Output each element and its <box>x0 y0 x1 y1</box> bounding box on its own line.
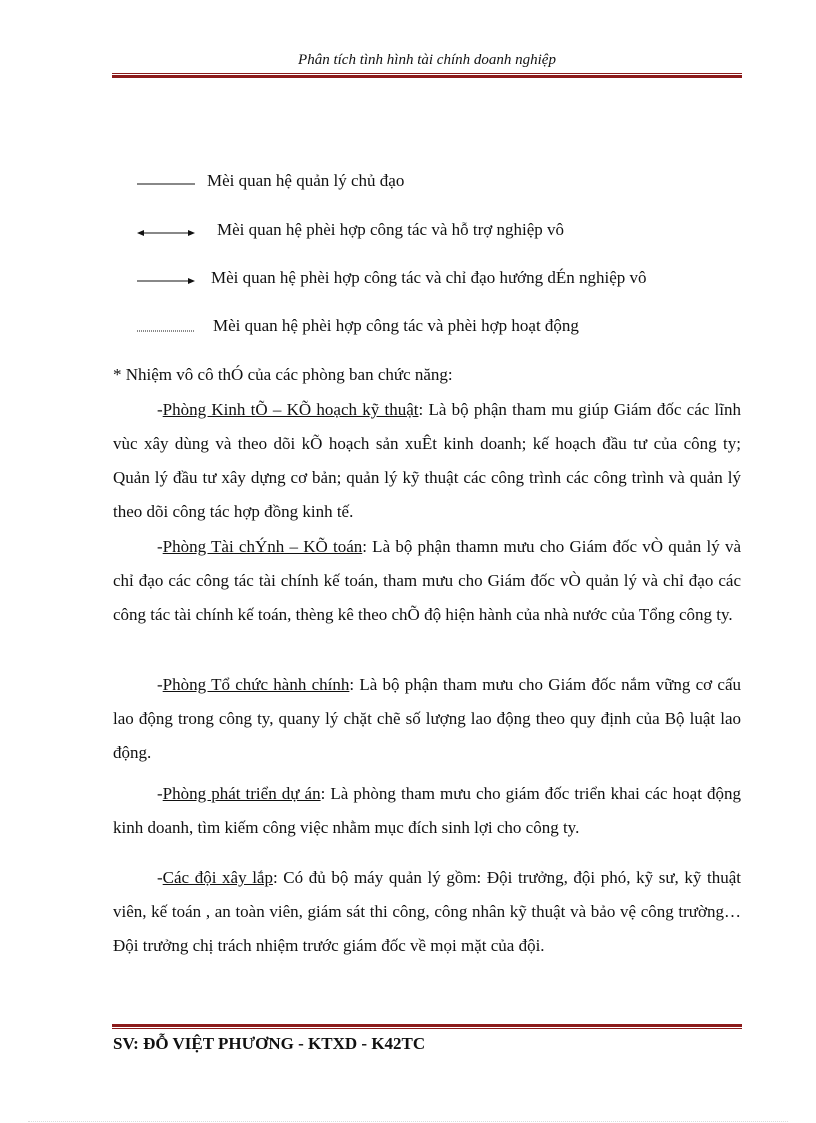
legend-item-cooperation <box>137 314 579 338</box>
paragraph-finance-accounting: -Phòng Tài chÝnh – KÕ toán: Là bộ phận thamn mưu cho Giám đốc vÒ quản lý và chỉ đạo các công tác tài chính kế toán, tham mưu cho Giám đốc vÒ quản lý và chỉ đạo các công tác tài chính kế toán, thèng kê theo chÕ độ hiện hành của nhà nước của Tổng công ty. <box>113 537 741 624</box>
paragraph-body: : Là phòng tham mưu cho giám đốc triển khai các hoạt động kinh doanh, tìm kiếm công việc nhằm mục đích sinh lợi cho công ty. <box>113 784 741 837</box>
paragraph-construction-teams: -Các đội xây lắp: Có đủ bộ máy quản lý gồm: Đội trưởng, đội phó, kỹ sư, kỹ thuật viên, kế toán , an toàn viên, giám sát thi công, công nhân kỹ thuật và bảo vệ công trường…Đội trưởng chị trách nhiệm trước giám đốc về mọi mặt của đội. <box>113 868 741 955</box>
paragraph-body: : Là bộ phận tham mu giúp Giám đốc các lĩnh vùc xây dùng và theo dõi kÕ hoạch sản xuÊt kinh doanh; kế hoạch đầu tư của công ty; Quản lý đầu tư xây dựng cơ bản; quản lý kỹ thuật các công trình các công trình và quản lý theo dõi công tác hợp đồng kinh tế. <box>113 400 741 521</box>
paragraph-title: Các đội xây lắp <box>162 868 273 887</box>
paragraph-title: Phòng Kinh tÕ – KÕ hoạch kỹ thuật <box>162 400 419 419</box>
paragraph-body: : Là bộ phận thamn mưu cho Giám đốc vÒ quản lý và chỉ đạo các công tác tài chính kế toán, tham mưu cho Giám đốc vÒ quản lý và chỉ đạo các công tác tài chính kế toán, thèng kê theo chÕ độ hiện hành của nhà nước của Tổng công ty. <box>113 537 741 624</box>
footer-rule <box>112 1023 742 1029</box>
header-title: Phân tích tình hình tài chính doanh nghiệp <box>298 52 556 68</box>
paragraph-title: Phòng Tổ chức hành chính <box>162 675 350 694</box>
legend-label: Mèi quan hệ phèi hợp công tác và phèi hợp hoạt động <box>213 316 579 335</box>
paragraph-body: : Có đủ bộ máy quản lý gồm: Đội trưởng, đội phó, kỹ sư, kỹ thuật viên, kế toán , an toàn viên, giám sát thi công, công nhân kỹ thuật và bảo vệ công trường…Đội trưởng chị trách nhiệm trước giám đốc về mọi mặt của đội. <box>113 868 741 955</box>
section-heading-block <box>113 358 741 392</box>
paragraph-body: : Là bộ phận tham mưu cho Giám đốc nắm vững cơ cấu lao động trong công ty, quany lý chặt chẽ số lượng lao động theo quy định của Bộ luật lao động. <box>113 675 741 762</box>
legend-item-coordination-guidance <box>137 266 647 290</box>
legend-label: Mèi quan hệ phèi hợp công tác và hỗ trợ nghiệp vô <box>217 220 565 239</box>
paragraph-title: Phòng Tài chÝnh – KÕ toán <box>162 537 363 556</box>
legend-item-management <box>137 169 404 193</box>
legend-label: Mèi quan hệ phèi hợp công tác và chỉ đạo hướng dÉn nghiệp vô <box>211 268 647 287</box>
double-arrow-icon <box>137 224 197 236</box>
right-arrow-icon <box>137 272 197 284</box>
header-rule <box>112 73 742 78</box>
section-heading: * Nhiệm vô cô thÓ của các phòng ban chức năng: <box>113 365 453 384</box>
page-edge-divider <box>28 1121 788 1122</box>
paragraph-economic-planning: -Phòng Kinh tÕ – KÕ hoạch kỹ thuật: Là bộ phận tham mu giúp Giám đốc các lĩnh vùc xây dùng và theo dõi kÕ hoạch sản xuÊt kinh doanh; kế hoạch đầu tư của công ty; Quản lý đầu tư xây dựng cơ bản; quản lý kỹ thuật các công trình các công trình và quản lý theo dõi công tác hợp đồng kinh tế. <box>113 400 741 521</box>
legend-item-coordination-support <box>137 218 564 242</box>
footer-author: SV: ĐỖ VIỆT PHƯƠNG - KTXD - K42TC <box>113 1034 426 1053</box>
solid-line-icon <box>137 175 197 187</box>
paragraph-hr-admin: -Phòng Tổ chức hành chính: Là bộ phận tham mưu cho Giám đốc nắm vững cơ cấu lao động trong công ty, quany lý chặt chẽ số lượng lao động theo quy định của Bộ luật lao động. <box>113 675 741 762</box>
paragraph-project-development: -Phòng phát triển dự án: Là phòng tham mưu cho giám đốc triển khai các hoạt động kinh doanh, tìm kiếm công việc nhằm mục đích sinh lợi cho công ty. <box>113 784 741 837</box>
paragraph-title: Phòng phát triển dự án <box>162 784 321 803</box>
legend-label: Mèi quan hệ quản lý chủ đạo <box>207 171 405 190</box>
dotted-line-icon <box>137 320 197 332</box>
